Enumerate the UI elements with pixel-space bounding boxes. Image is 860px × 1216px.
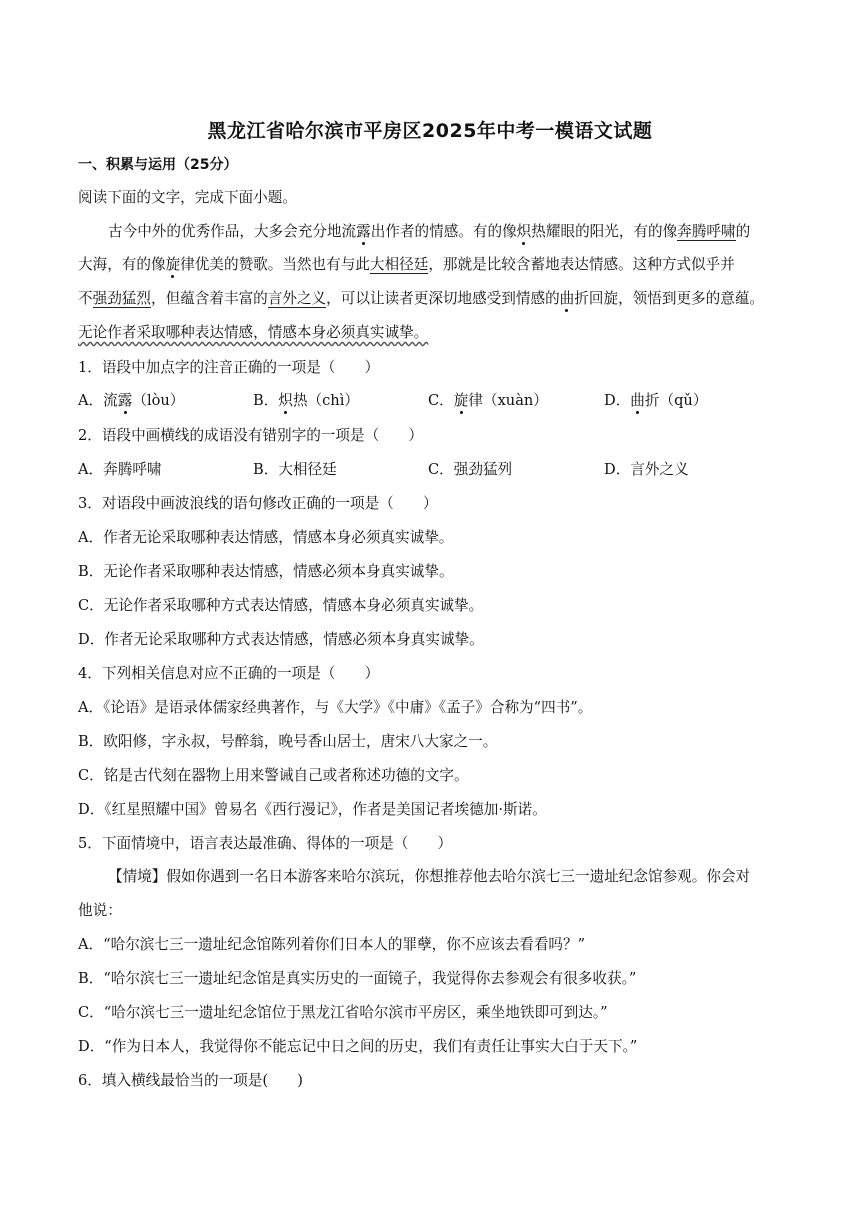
q4-option-b: B．欧阳修，字永叔，号醉翁，晚号香山居士，唐宋八大家之一。 <box>78 733 498 750</box>
q5-context-line-2: 他说： <box>78 902 122 919</box>
question-1-stem: 1．语段中加点字的注音正确的一项是（ ） <box>78 359 380 376</box>
q2-option-d: D．言外之义 <box>604 461 689 478</box>
q4-option-c: C．铭是古代刻在器物上用来警诫自己或者称述功德的文字。 <box>78 767 469 784</box>
passage-line-3: 不强劲猛烈，但蕴含着丰富的言外之义，可以让读者更深切地感受到情感的曲折回旋，领悟到更多的意蕴。 <box>78 290 765 307</box>
underlined-idiom: 奔腾呼啸 <box>677 223 736 240</box>
underlined-idiom: 大相径廷 <box>369 256 429 273</box>
q1-option-a: A．流露（lòu） <box>78 392 185 409</box>
question-3-stem: 3．对语段中画波浪线的语句修改正确的一项是（ ） <box>78 495 438 512</box>
passage-line-4 <box>78 323 428 343</box>
question-2-stem: 2．语段中画横线的成语没有错别字的一项是（ ） <box>78 427 423 444</box>
q5-option-a: A．“哈尔滨七三一遗址纪念馆陈列着你们日本人的罪孽，你不应该去看看吗？” <box>78 936 586 953</box>
q1-option-b: B．炽热（chì） <box>253 392 359 409</box>
dotted-char: 露 <box>356 223 371 240</box>
page-title: 黑龙江省哈尔滨市平房区2025年中考一模语文试题 <box>207 120 653 142</box>
q1-option-d: D．曲折（qǔ） <box>604 392 708 409</box>
q4-option-d: D．《红星照耀中国》曾易名《西行漫记》，作者是美国记者埃德加·斯诺。 <box>78 801 547 818</box>
q2-option-b: B．大相径廷 <box>253 461 337 478</box>
question-5-stem: 5．下面情境中，语言表达最准确、得体的一项是（ ） <box>78 835 453 852</box>
q3-option-c: C．无论作者采取哪种方式表达情感，情感本身必须真实诚挚。 <box>78 597 484 614</box>
q2-option-a: A．奔腾呼啸 <box>78 461 162 478</box>
dotted-char: 曲 <box>559 290 575 307</box>
q5-context-line-1: 【情境】假如你遇到一名日本游客来哈尔滨玩，你想推荐他去哈尔滨七三一遗址纪念馆参观。你会对 <box>108 868 751 885</box>
q3-option-a: A．作者无论采取哪种表达情感，情感本身必须真实诚挚。 <box>78 529 454 546</box>
q5-option-b: B．“哈尔滨七三一遗址纪念馆是真实历史的一面镜子，我觉得你去参观会有很多收获。” <box>78 970 637 987</box>
q4-option-a: A．《论语》是语录体儒家经典著作，与《大学》《中庸》《孟子》合称为“四书”。 <box>78 699 593 716</box>
underlined-idiom: 言外之义 <box>267 290 327 307</box>
passage-line-2: 大海，有的像旋律优美的赞歌。当然也有与此大相径廷，那就是比较含蓄地表达情感。这种方式似乎并 <box>78 256 735 273</box>
passage-line-1: 古今中外的优秀作品，大多会充分地流露出作者的情感。有的像炽热耀眼的阳光，有的像奔腾呼啸的 <box>108 223 751 240</box>
q3-option-d: D．作者无论采取哪种方式表达情感，情感必须本身真实诚挚。 <box>78 631 484 648</box>
question-4-stem: 4．下列相关信息对应不正确的一项是（ ） <box>78 665 380 682</box>
question-6-stem: 6．填入横线最恰当的一项是( ) <box>78 1072 303 1089</box>
wavy-underlined-sentence: 无论作者采取哪种表达情感，情感本身必须真实诚挚。 <box>78 324 429 341</box>
dotted-char: 炽 <box>516 223 532 240</box>
q5-option-d: D．“作为日本人，我觉得你不能忘记中日之间的历史，我们有责任让事实大白于天下。” <box>78 1038 638 1055</box>
reading-instruction: 阅读下面的文字，完成下面小题。 <box>78 189 297 206</box>
q5-option-c: C．“哈尔滨七三一遗址纪念馆位于黑龙江省哈尔滨市平房区，乘坐地铁即可到达。” <box>78 1004 608 1021</box>
q3-option-b: B．无论作者采取哪种表达情感，情感必须本身真实诚挚。 <box>78 563 454 580</box>
section-heading: 一、积累与运用（25分） <box>78 157 238 173</box>
q2-option-c: C．强劲猛列 <box>428 461 513 478</box>
dotted-char: 旋 <box>165 256 181 273</box>
q1-option-c: C．旋律（xuàn） <box>428 392 548 409</box>
underlined-idiom: 强劲猛烈 <box>92 290 151 307</box>
